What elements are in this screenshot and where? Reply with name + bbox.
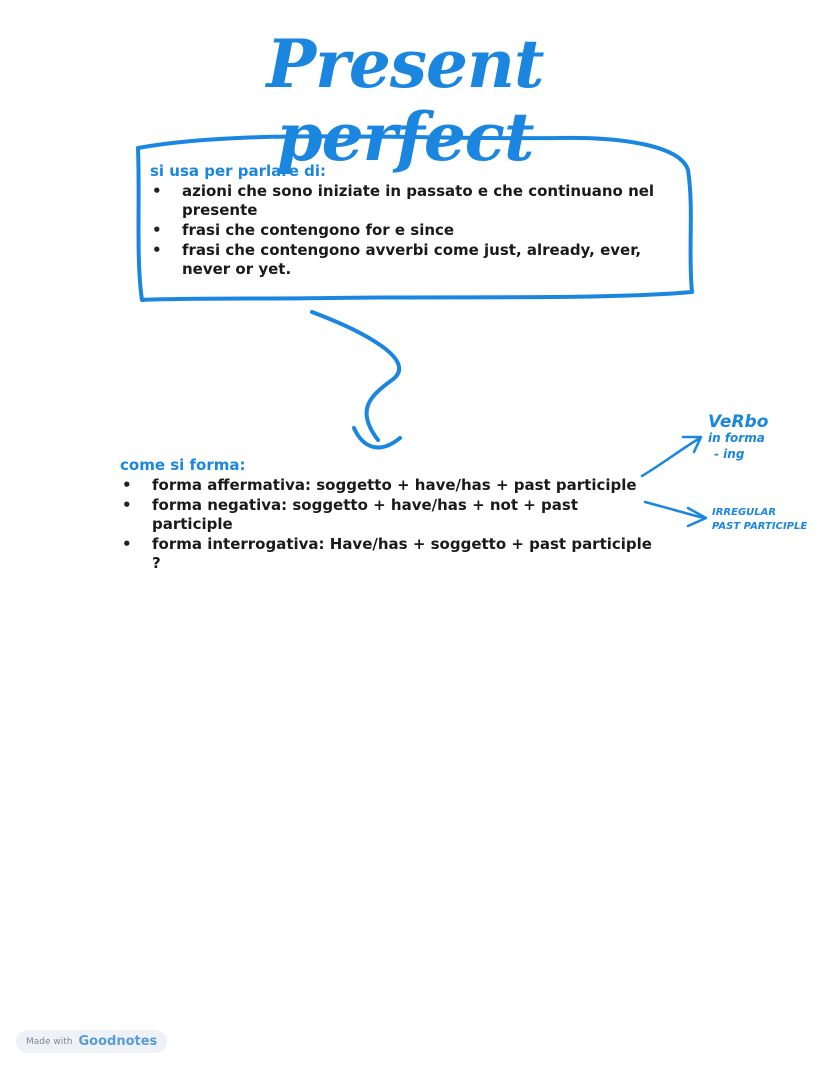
side-note-line: - ing (714, 447, 745, 461)
squiggle-arrow (312, 312, 399, 440)
made-with-goodnotes-badge[interactable] (16, 1030, 167, 1053)
squiggle-arrow-head (354, 428, 400, 447)
formation-list (120, 476, 655, 573)
side-note-line: IRREGULAR (712, 507, 777, 518)
goodnotes-logo-text: Goodnotes (78, 1034, 158, 1049)
arrow-to-verbo-head (683, 437, 701, 452)
page-title: Present perfect (266, 25, 544, 176)
list-item: • forma interrogativa: Have/has + soggetto + past participle ? (120, 535, 655, 573)
side-note-line: VeRbo (708, 412, 769, 432)
speech-bubble-content (150, 162, 660, 280)
list-item: • forma negativa: soggetto + have/has + not + past participle (120, 496, 655, 534)
list-item: • azioni che sono iniziate in passato e che continuano nel presente (150, 182, 660, 220)
side-note-verbo (700, 414, 810, 462)
made-with-label: Made with (26, 1036, 73, 1047)
side-note-line: PAST PARTICIPLE (712, 521, 808, 532)
list-item: • forma affermativa: soggetto + have/has + past participle (120, 476, 655, 495)
list-item: • frasi che contengono avverbi come just, already, ever, never or yet. (150, 241, 660, 279)
formation-section (120, 456, 655, 574)
side-note-line: in forma (708, 431, 765, 445)
formation-heading: come si forma: (120, 456, 246, 474)
side-note-irregular (712, 506, 827, 534)
usage-list (150, 182, 660, 279)
list-item: • frasi che contengono for e since (150, 221, 660, 240)
arrow-to-irregular-head (688, 508, 706, 526)
usage-heading: si usa per parlare di: (150, 162, 326, 180)
